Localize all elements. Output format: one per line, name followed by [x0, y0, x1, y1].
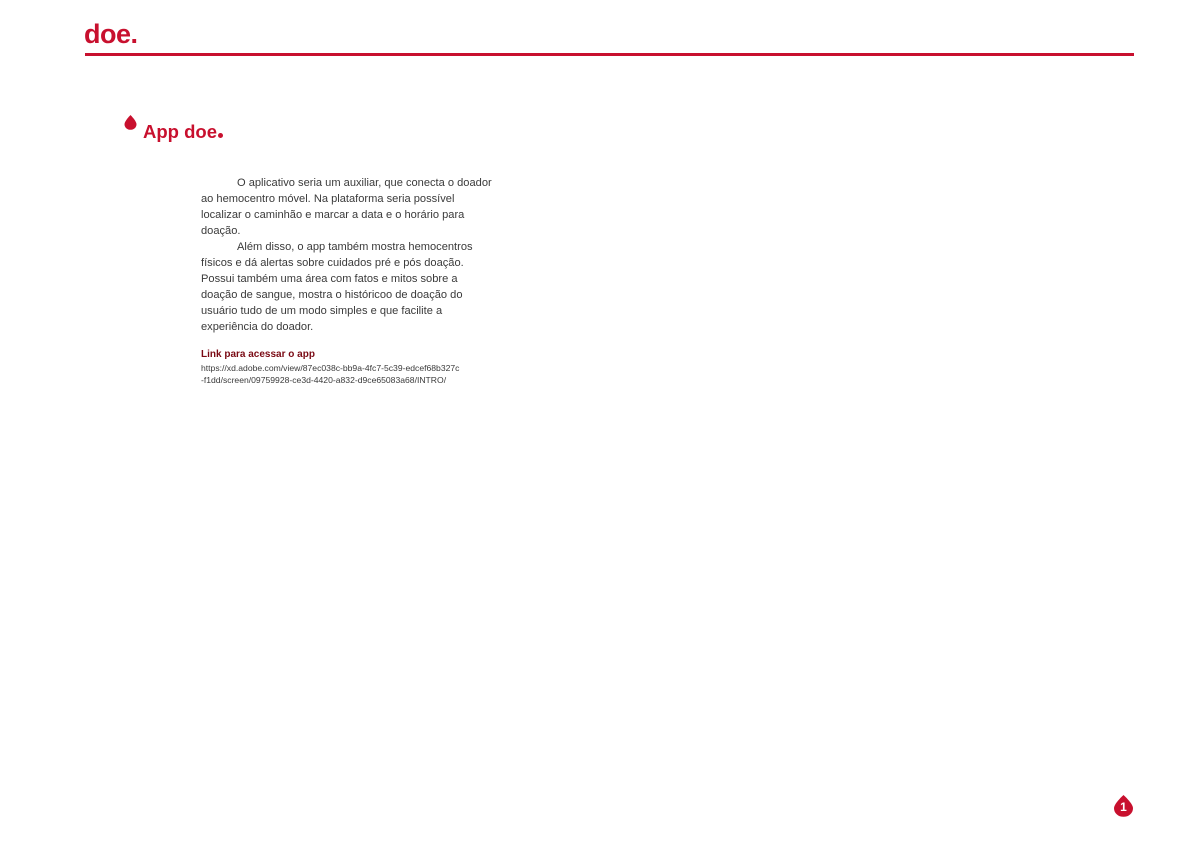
brand-logo: doe.: [84, 19, 138, 49]
description: [201, 175, 493, 335]
blood-drop-icon: [124, 115, 137, 130]
title-dot: [218, 133, 223, 138]
paragraph-2: Além disso, o app também mostra hemocentros físicos e dá alertas sobre cuidados pré e pós doação. Possui também uma área com fatos e mitos sobre a doação de sangue, mostra o históricoo de doação do usuário tudo de um modo simples e que facilite a experiência do doador.: [201, 241, 473, 333]
paragraph-1: O aplicativo seria um auxiliar, que conecta o doador ao hemocentro móvel. Na plataforma seria possível localizar o caminhão e marcar a data e o horário para doação.: [201, 177, 492, 237]
section-title: [143, 120, 223, 144]
header-divider: [85, 53, 1134, 56]
page-number-badge: [1113, 795, 1134, 817]
section-title-text: App doe: [143, 121, 217, 142]
app-link[interactable]: https://xd.adobe.com/view/87ec038c-bb9a-4fc7-5c39-edcef68b327c-f1dd/screen/09759928-ce3d-4420-a832-d9ce65083a68/INTRO/: [201, 363, 460, 385]
link-heading: Link para acessar o app: [201, 349, 315, 360]
page-number: 1: [1120, 800, 1127, 814]
